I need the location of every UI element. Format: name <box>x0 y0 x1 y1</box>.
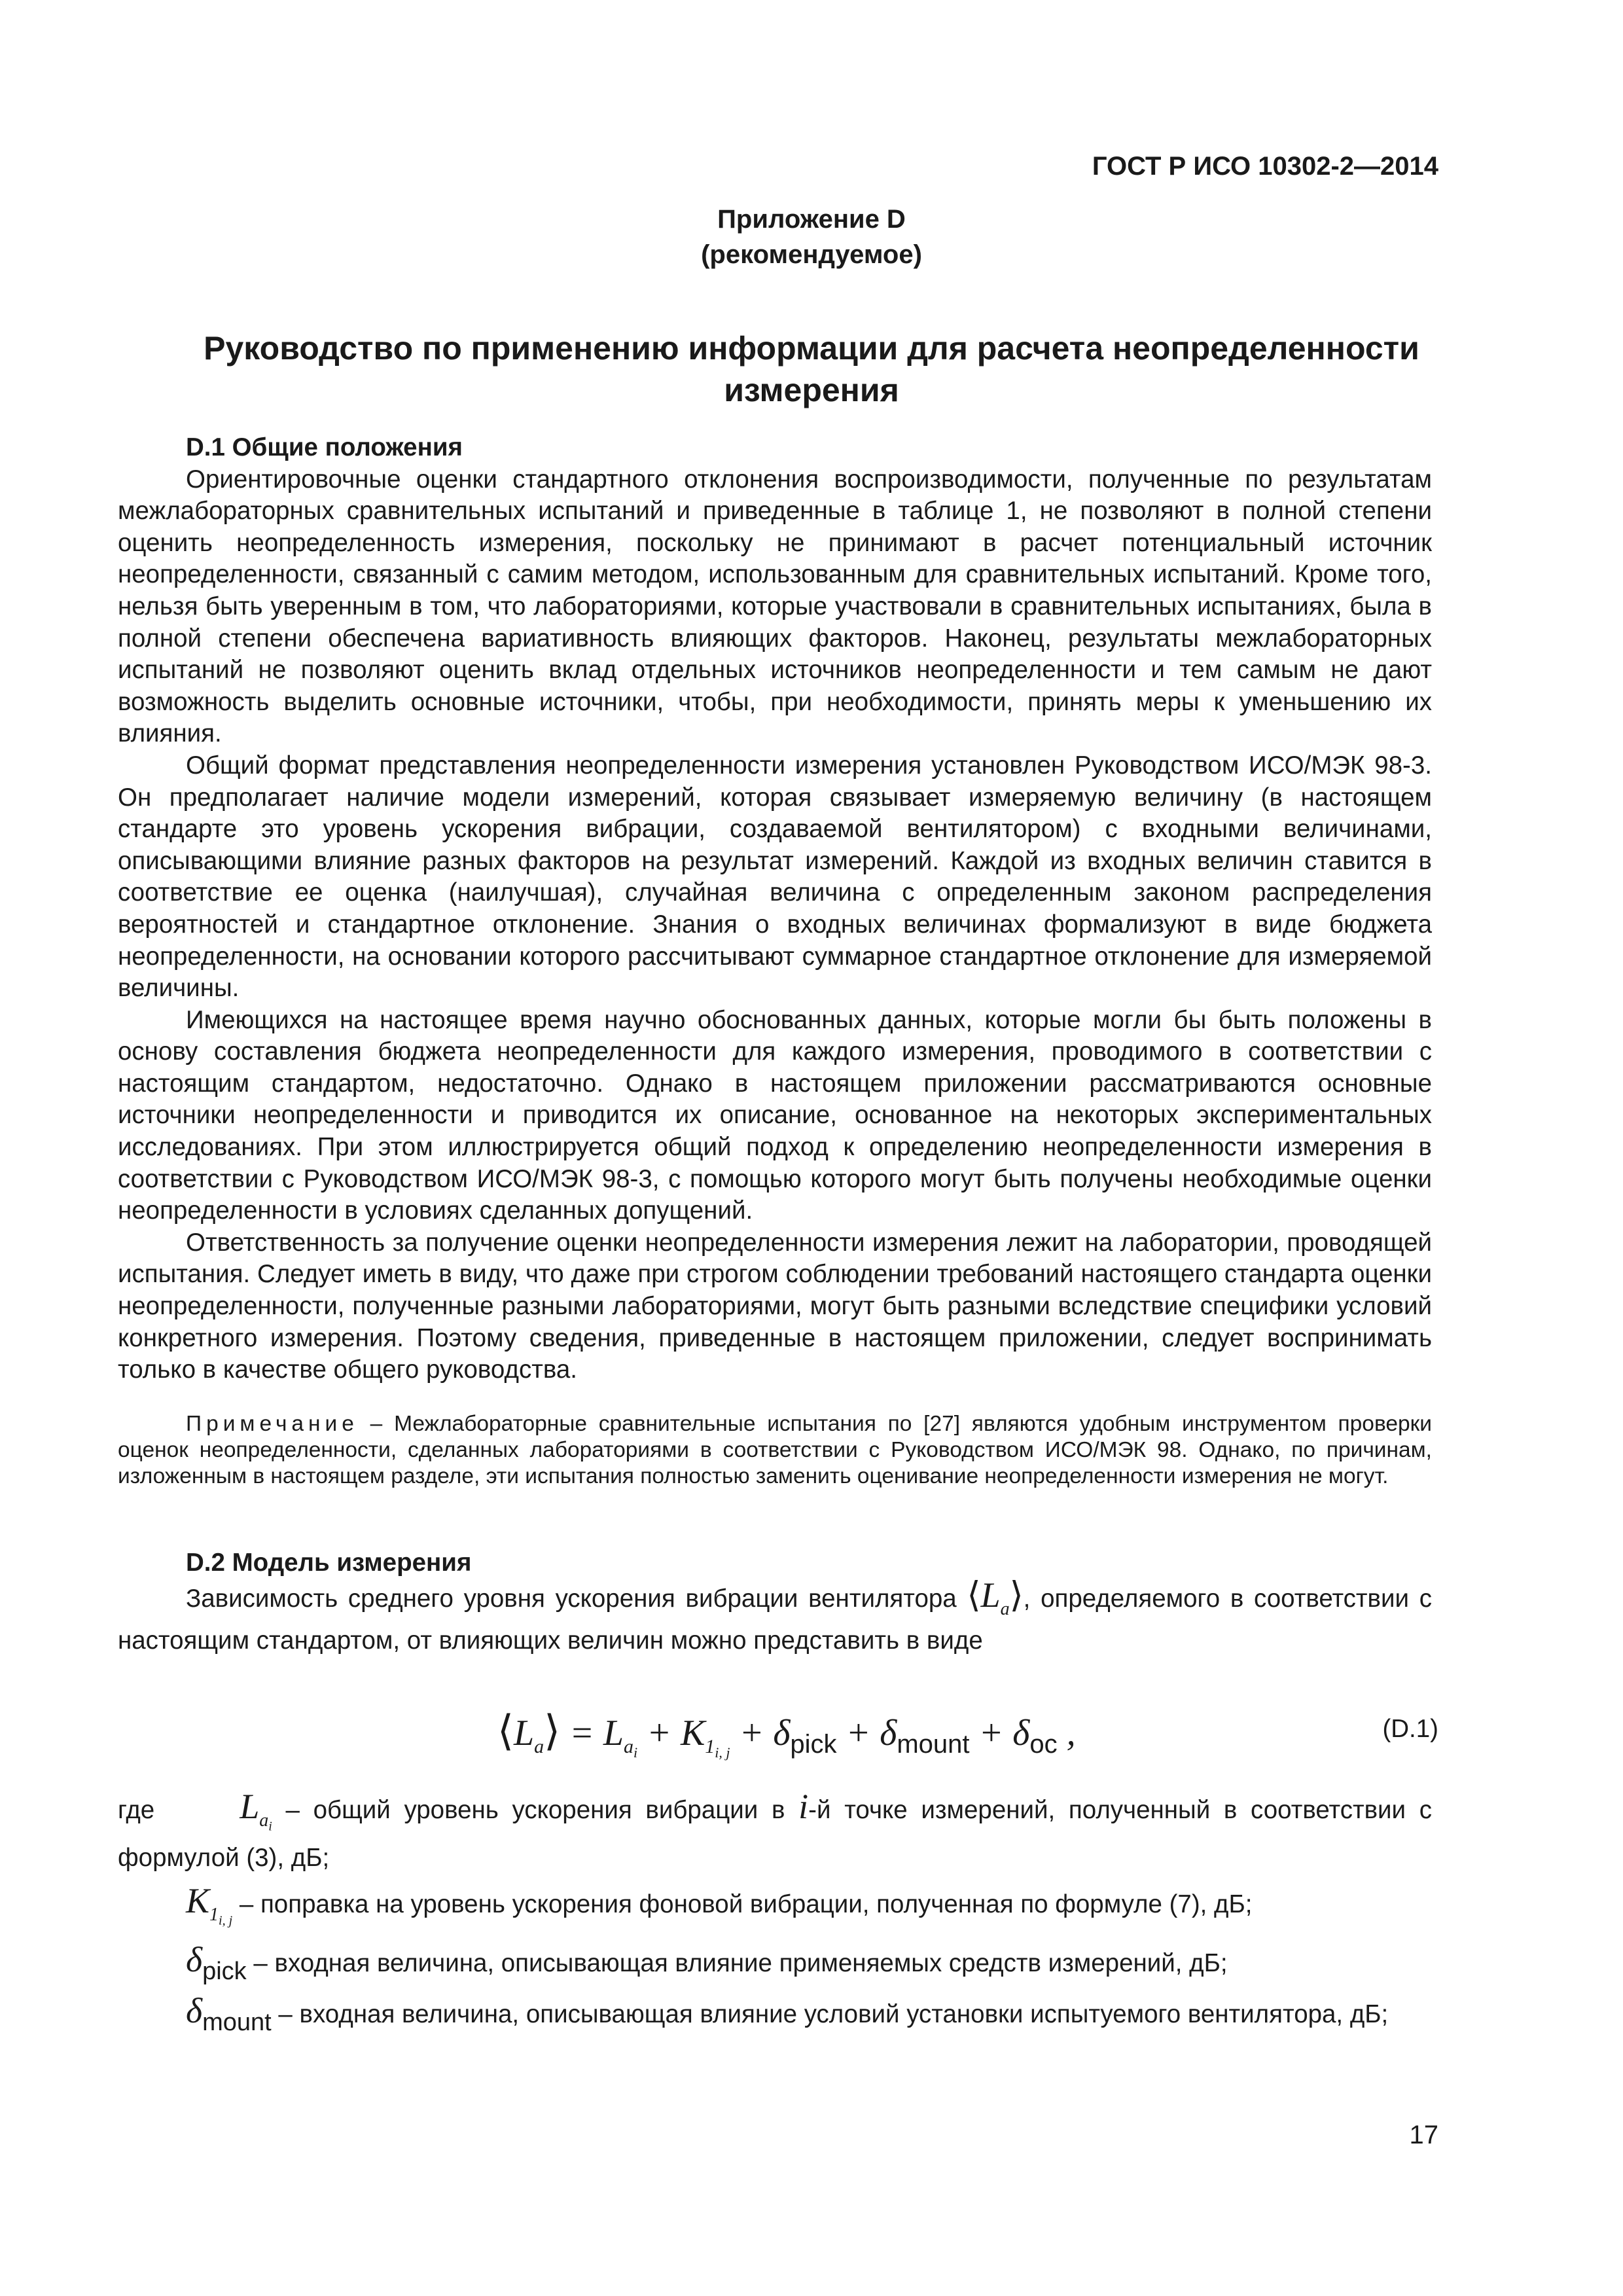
page-title-line1: Руководство по применению информации для расчета неопределенности <box>204 330 1419 367</box>
delta-mount-symbol: $\delta_{mount}$ <box>186 1991 272 2036</box>
note <box>118 1411 1432 1490</box>
delta-oc-subscript: oc <box>1029 1730 1058 1759</box>
paragraph: Ответственность за получение оценки неопределенности измерения лежит на лаборатории, проводящей испытания. Следует иметь в виду, что даже при строгом соблюдении требований настоящего стандарта оценки неопределенности, полученные разными лабораториями, могут быть разными вследствие специфики условий конкретного измерения. Поэтому сведения, приведенные в настоящем приложении, следует воспринимать только в качестве общего руководства. <box>118 1228 1432 1384</box>
paragraph <box>118 1575 1433 1657</box>
annex-status: (рекомендуемое) <box>701 240 922 269</box>
where-word: где <box>118 1796 155 1824</box>
where-item-delta-pick: $\delta_{pick}$ – входная величина, описывающая влияние применяемых средств измерений, дБ; <box>186 1940 1228 1985</box>
lai-symbol: $L_{a_i}$ <box>240 1787 272 1834</box>
k1-symbol: $K_{1_{i, j}}$ <box>186 1881 233 1928</box>
intro-text: , определяемого в соответствии с настоящим стандартом, от влияющих величин можно представить в виде <box>118 1584 1433 1655</box>
annex-heading <box>0 202 1623 272</box>
mean-level-symbol: $⟨L_a⟩$ <box>967 1575 1024 1619</box>
note-label: Примечание <box>186 1412 359 1436</box>
where-item-delta-mount: $\delta_{mount}$ – входная величина, описывающая влияние условий установки испытуемого вентилятора, дБ; <box>186 1991 1389 2036</box>
equation-body: $⟨L_a⟩ = L_{a_i} + K_{1_{i, j}} + \delta_{pick} + \delta_{mount} + \delta_{oc}$ , <box>497 1708 1076 1761</box>
section-model <box>118 1547 1432 1657</box>
annex-title: Приложение D <box>717 205 906 234</box>
delta-pick-symbol: $\delta_{pick}$ <box>186 1940 247 1985</box>
where-item-lai: где $L_{a_i}$ – общий уровень ускорения вибрации в i-й точке измерений, полученный в соответствии с формулой (3), дБ; <box>118 1787 1432 1872</box>
page-number: 17 <box>1409 2121 1438 2149</box>
where-item-k1: $K_{1_{i, j}}$ – поправка на уровень ускорения фоновой вибрации, полученная по формуле (7), дБ; <box>186 1881 1253 1928</box>
section-heading: D.1 Общие положения <box>186 433 463 461</box>
equation-d1 <box>0 1702 1623 1767</box>
page-title-line2: измерения <box>724 372 899 408</box>
delta-pick-subscript: pick <box>790 1730 837 1759</box>
paragraph: Имеющихся на настоящее время научно обоснованных данных, которые могли бы быть положены в основу составления бюджета неопределенности для каждого измерения, проводимого в соответствии с настоящим стандартом, недостаточно. Однако в настоящем приложении рассматриваются основные источники неопределенности и приводится их описание, основанное на некоторых экспериментальных исследованиях. При этом иллюстрируется общий подход к определению неопределенности измерения в соответствии с Руководством ИСО/МЭК 98-3, с помощью которого могут быть получены необходимые оценки неопределенности в условиях сделанных допущений. <box>118 1005 1432 1225</box>
section-general <box>118 432 1432 1386</box>
section-heading: D.2 Модель измерения <box>186 1549 472 1577</box>
delta-mount-subscript: mount <box>897 1730 970 1759</box>
note-text: – Межлабораторные сравнительные испытания по [27] являются удобным инструментом проверки оценок неопределенности, сделанных лабораториями в соответствии с Руководством ИСО/МЭК 98. Однако, по причинам, изложенным в настоящем разделе, эти испытания полностью заменить оценивание неопределенности измерения не могут. <box>118 1412 1432 1488</box>
paragraph: Ориентировочные оценки стандартного отклонения воспроизводимости, полученные по результатам межлабораторных сравнительных испытаний и приведенные в таблице 1, не позволяют в полной степени оценить неопределенность измерения, поскольку не принимают в расчет потенциальный источник неопределенности, связанный с самим методом, использованным для сравнительных испытаний. Кроме того, нельзя быть уверенным в том, что лабораториями, которые участвовали в сравнительных испытаниях, была в полной степени обеспечена вариативность влияющих факторов. Наконец, результаты межлабораторных испытаний не позволяют оценить вклад отдельных источников неопределенности и тем самым не дают возможность выделить основные источники, чтобы, при необходимости, принять меры к уменьшению их влияния. <box>118 465 1432 748</box>
standard-designation: ГОСТ Р ИСО 10302-2—2014 <box>1092 152 1438 181</box>
page-title <box>0 327 1623 411</box>
equation-number: (D.1) <box>1382 1715 1438 1743</box>
paragraph: Общий формат представления неопределенности измерения установлен Руководством ИСО/МЭК 98-3. Он предполагает наличие модели измерений, которая связывает измеряемую величину (в настоящем стандарте это уровень ускорения вибрации, создаваемой вентилятором) с входными величинами, описывающими влияние разных факторов на результат измерений. Каждой из входных величин ставится в соответствие ее оценка (наилучшая), случайная величина с определенным законом распределения вероятностей и стандартное отклонение. Знания о входных величинах формализуют в виде бюджета неопределенности, на основании которого рассчитывают суммарное стандартное отклонение для измеряемой величины. <box>118 751 1432 1003</box>
intro-text: Зависимость среднего уровня ускорения вибрации вентилятора <box>186 1584 967 1613</box>
